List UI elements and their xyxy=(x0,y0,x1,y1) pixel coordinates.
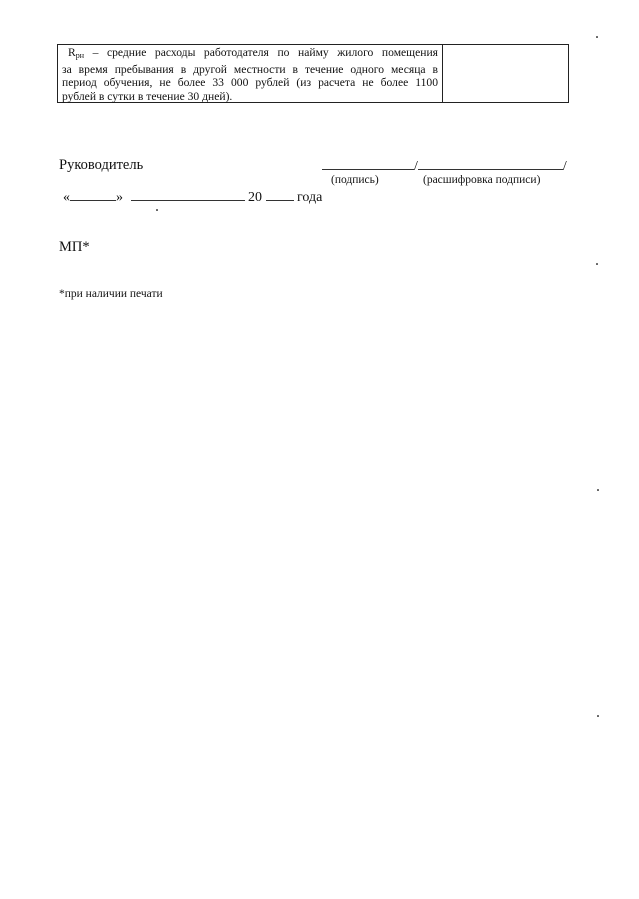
caption-signature: (подпись) xyxy=(331,174,379,186)
stamp-label: МП* xyxy=(59,239,90,255)
date-open-quote: « xyxy=(63,190,70,205)
symbol-subscript: рн xyxy=(75,51,85,60)
day-blank[interactable] xyxy=(70,188,116,201)
table-cell-value xyxy=(443,45,568,102)
signature-line xyxy=(322,158,567,175)
table-fragment xyxy=(57,44,569,103)
role-label: Руководитель xyxy=(59,157,144,173)
date-close-quote: » xyxy=(116,190,123,205)
description-line-3: период обучения, не более 33 000 рублей (из расчета не более 1100 xyxy=(62,76,438,90)
scan-speck xyxy=(597,715,599,717)
description-line-1-text: – средние расходы работодателя по найму жилого помещения xyxy=(84,46,438,59)
signature-separator-1: / xyxy=(414,159,418,174)
footnote: *при наличии печати xyxy=(59,288,163,300)
table-cell-description xyxy=(58,45,443,102)
scan-speck xyxy=(156,209,158,211)
signature-separator-2: / xyxy=(562,159,567,174)
description-line-1 xyxy=(62,46,438,63)
description-line-2: за время пребывания в другой местности в течение одного месяца в xyxy=(62,62,438,76)
description-line-4: рублей в сутки в течение 30 дней). xyxy=(62,89,233,103)
symbol-main: R xyxy=(68,46,76,59)
date-line xyxy=(63,188,322,206)
year-suffix: года xyxy=(297,190,323,205)
decryption-blank[interactable] xyxy=(418,158,563,170)
month-blank[interactable] xyxy=(131,188,245,201)
scan-speck xyxy=(596,36,598,38)
signature-blank[interactable] xyxy=(322,158,414,170)
scan-speck xyxy=(596,263,598,265)
caption-decryption: (расшифровка подписи) xyxy=(423,174,541,186)
year-blank[interactable] xyxy=(266,188,294,201)
scan-speck xyxy=(597,489,599,491)
year-prefix: 20 xyxy=(248,190,262,205)
